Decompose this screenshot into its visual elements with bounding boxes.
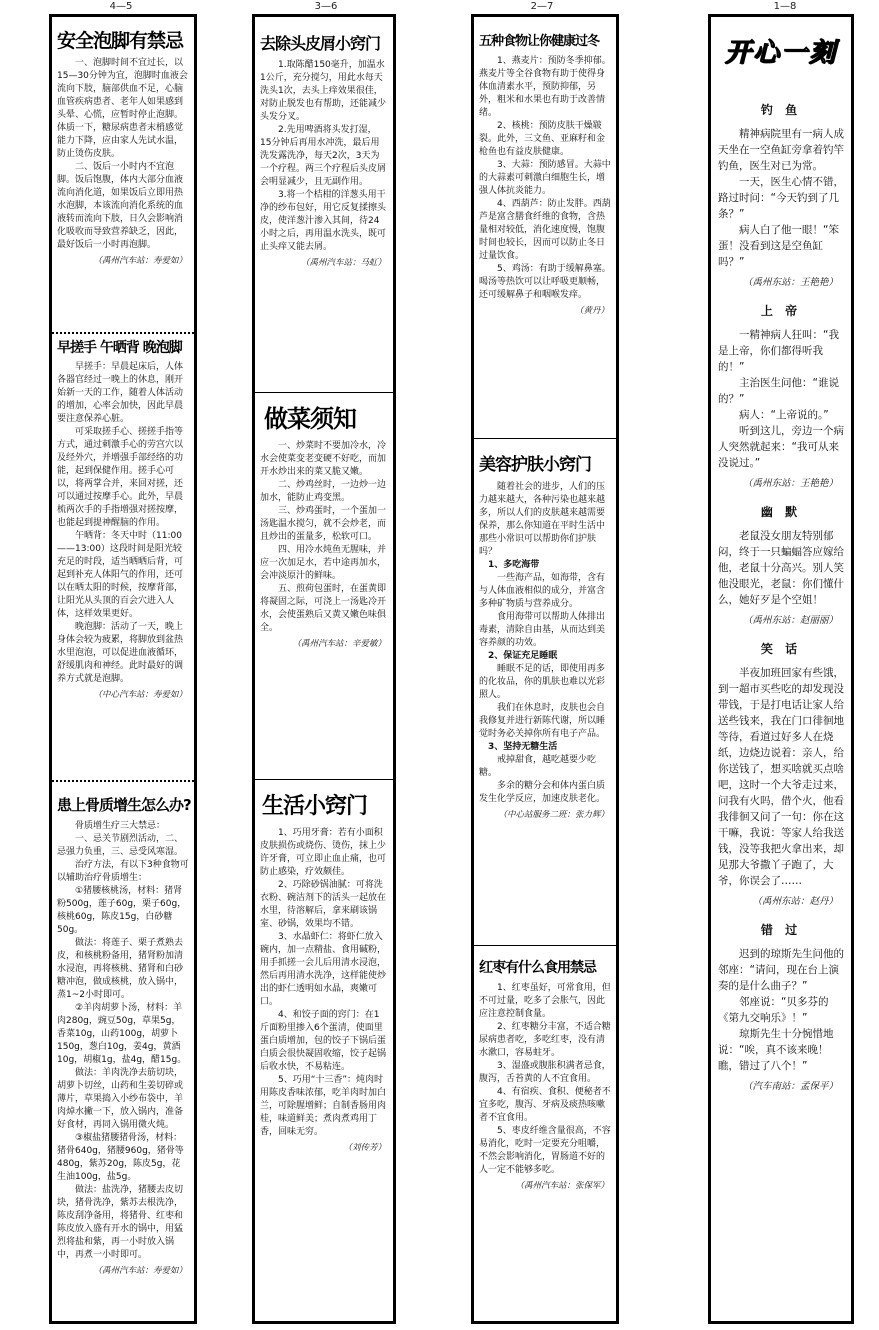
source-credit: （禹州汽车站：寿爱如） bbox=[93, 255, 187, 266]
jokes-section bbox=[711, 17, 851, 1317]
paragraph: 1、巧用牙膏：若有小面积皮肤损伤或烧伤、烫伤，抹上少许牙膏，可立即止血止痛，也可防止感染，疗效颇佳。 bbox=[260, 828, 387, 878]
joke-paragraph: 主治医生问他：“谁说的？” bbox=[718, 377, 839, 405]
paragraph: 多余的糖分会和体内蛋白质发生化学反应，加速皮肤老化。 bbox=[479, 780, 606, 804]
source-credit: （中心站服务二班：张力辉） bbox=[498, 809, 609, 820]
paragraph: 1.取陈醋150毫升，加温水1公斤，充分搅匀，用此水每天洗头1次，去头上痒效果很佳，对防止脱发也有帮助，还能减少头发分叉。 bbox=[260, 59, 387, 122]
source-credit: （禹州汽车站：张保军） bbox=[515, 1181, 609, 1192]
column-3 bbox=[471, 14, 619, 1324]
paragraph-heading: 2、保证充足睡眠 bbox=[488, 650, 558, 661]
article-title: 早搓手 午晒背 晚泡脚 bbox=[57, 340, 182, 356]
source-credit: （禹州汽车站：寿爱如） bbox=[93, 1265, 187, 1276]
joke-heading: 钓 鱼 bbox=[760, 103, 802, 117]
divider bbox=[474, 945, 616, 946]
paragraph: 早搓手：早晨起床后，人体各器官经过一晚上的休息，刚开始新一天的工作，随着人体活动的增加，心率会加快，因此早晨要注意保养心脏。 bbox=[57, 362, 184, 425]
source-credit: （禹州东站：王艳艳） bbox=[742, 478, 838, 489]
column-4 bbox=[708, 14, 854, 1324]
page-number: 1—8 bbox=[773, 1, 797, 12]
article-jujube bbox=[474, 949, 616, 1319]
article-title: 五种食物让你健康过冬 bbox=[479, 34, 600, 49]
paragraph: ①猪腰核桃汤，材料：猪肾粉500g，莲子60g，栗子60g，核桃60g，陈皮15g，白砂糖50g。 bbox=[57, 885, 187, 935]
paragraph: 晚泡脚：活动了一天，晚上身体会较为疲累，将脚放到盆热水里泡泡，可以促进血液循环，舒缓肌肉和神经。此时最好的调养方式就是泡脚。 bbox=[57, 622, 184, 685]
joke-paragraph: 半夜加班回家有些饿，到一超市买些吃的却发现没带钱，于是打电话让家人给送些钱来，我在门口徘徊地等待，看道过好多人在烧纸，边烧边说着：亲人，给你送钱了，想买啥就买点啥吧，这时一个大爷走过来，问我有火吗，借个火，他看我徘徊又问了一句：你在这干嘛，我说：等家人给我送钱，没等我把火拿出来，却见那大爷撒丫子跑了，大爷，你误会了…… bbox=[718, 667, 844, 887]
paragraph: ②羊肉胡萝卜汤，材料：羊肉280g，豌豆50g，草果5g，香菜10g，山药100g，胡萝卜150g，葱白10g，姜4g，黄酒10g，胡椒1g，盐4g，醋15g。 bbox=[57, 1002, 187, 1065]
joke-paragraph: 听到这儿，旁边一个病人突然就起来：“我可从来没说过。” bbox=[718, 425, 844, 469]
column-2 bbox=[252, 14, 396, 1324]
article-title: 生活小窍门 bbox=[262, 794, 368, 819]
article-dandruff bbox=[255, 17, 393, 389]
paragraph: 1、燕麦片：预防冬季抑郁。燕麦片等全谷食物有助于使得身体血清素水平，预防抑郁，另外，粗米和水果也有助于改善情绪。 bbox=[479, 56, 611, 119]
joke-heading: 上 帝 bbox=[760, 304, 802, 318]
paragraph: 一、忌关节剧烈活动，二、忌强力负重，三、忌受风寒湿。 bbox=[57, 833, 184, 857]
paragraph: 做法：将莲子、栗子煮熟去皮，和核桃粉备用，猪肾粉加清水浸泡，再将核桃、猪肾和白砂糖冲泡，做成核桃，放入锅中，蒸1~2小时即可。 bbox=[57, 937, 184, 1000]
divider bbox=[474, 438, 616, 439]
source-credit: （汽车南站：孟保平） bbox=[742, 1081, 838, 1092]
paragraph-heading: 3、坚持无糖生活 bbox=[488, 741, 558, 752]
paragraph: 四、用冷水炖鱼无腥味，并应一次加足水，若中途再加水，会冲淡原汁的鲜味。 bbox=[260, 545, 387, 582]
paragraph: 2、红枣糖分丰富，不适合糖尿病患者吃，多吃红枣，没有清水漱口，容易蛀牙。 bbox=[479, 1022, 611, 1059]
joke-paragraph: 迟到的琼斯先生问他的邻座：“请问，现在台上演奏的是什么曲子？” bbox=[718, 948, 844, 992]
article-foot-soak bbox=[52, 17, 194, 329]
paragraph: 3、大蒜：预防感冒。大蒜中的大蒜素可刺激白细胞生长，增强人体抗炎能力。 bbox=[479, 160, 611, 197]
joke-heading: 错 过 bbox=[760, 923, 802, 937]
article-title: 安全泡脚有禁忌 bbox=[57, 30, 184, 52]
joke-paragraph: 邻座说：“贝多芬的《第九交响乐》！” bbox=[718, 996, 829, 1024]
joke-paragraph: 一天，医生心情不错，路过时问：“今天钓到了几条？” bbox=[718, 176, 844, 220]
source-credit: （中心汽车站：寿爱如） bbox=[93, 690, 187, 701]
paragraph: 5、鸡汤：有助于缓解鼻塞。喝汤等热饮可以让呼吸更顺畅，还可缓解鼻子和咽喉发痒。 bbox=[479, 264, 611, 301]
paragraph: 5、枣皮纤维含量很高，不容易消化，吃时一定要充分咀嚼，不然会影响消化，胃肠道不好的人一定不能够多吃。 bbox=[479, 1126, 611, 1176]
paragraph: 二、炒鸡丝时，一边炒一边加水，能防止鸡变黑。 bbox=[260, 480, 387, 504]
article-morning-noon-night bbox=[52, 337, 194, 777]
source-credit: （刘传芳） bbox=[343, 1143, 386, 1154]
paragraph: 一些海产品，如海带，含有与人体血液相似的成分，并富含多种矿物质与营养成分。 bbox=[479, 572, 606, 609]
paragraph: 4、有宿疾、食积、便秘者不宜多吃，腹泻、牙病及痰热咳嗽者不宜食用。 bbox=[479, 1087, 611, 1124]
paragraph: 一、泡脚时间不宜过长，以15—30分钟为宜，泡脚时血液会流向下肢，脑部供血不足，心脑血管疾病患者、老年人如果感到头晕、心慌，应暂时停止泡脚。体质一下，糖尿病患者末梢感觉能力下降，应由家人先试水温，防止烫伤皮肤。 bbox=[57, 57, 188, 159]
page-number: 4—5 bbox=[109, 1, 133, 12]
source-credit: （禹州汽车站：辛爱敏） bbox=[292, 639, 386, 650]
paragraph: 食用海带可以帮助人体排出毒素，清除自由基，从而达到美容养颜的功效。 bbox=[479, 611, 606, 648]
paragraph: 3、水晶虾仁：将虾仁放入碗内，加一点精盐、食用碱粉，用手抓搓一会儿后用清水浸泡，然后再用清水洗净，这样能使炒出的虾仁透明如水晶，爽嫩可口。 bbox=[260, 932, 387, 1008]
paragraph: 2.先用啤酒将头发打湿，15分钟后再用水冲洗，最后用洗发露洗净，每天2次，3天为一个疗程。两三个疗程后头皮屑会明显减少，且无副作用。 bbox=[260, 124, 387, 187]
article-title: 患上骨质增生怎么办? bbox=[57, 796, 191, 814]
article-skin-care bbox=[474, 442, 616, 942]
column-1 bbox=[49, 14, 197, 1324]
joke-paragraph: 精神病院里有一病人成天坐在一空鱼缸旁拿着钓竿钓鱼，医生对已为常。 bbox=[718, 128, 844, 172]
paragraph-heading: 1、多吃海带 bbox=[488, 559, 540, 570]
source-credit: （禹州东站：王艳艳） bbox=[742, 277, 838, 288]
article-bone-spur bbox=[52, 785, 194, 1324]
divider bbox=[255, 779, 393, 780]
paragraph: 骨质增生疗三大禁忌： bbox=[75, 820, 166, 831]
page-number: 2—7 bbox=[530, 1, 554, 12]
article-title: 红枣有什么食用禁忌 bbox=[479, 960, 596, 976]
paragraph: 3、湿盛或腹胀积满者忌食，腹泻，舌苔黄的人不宜食用。 bbox=[479, 1061, 611, 1085]
paragraph: 睡眠不足的话，即使用再多的化妆品，你的肌肤也难以光彩照人。 bbox=[479, 663, 606, 700]
paragraph: 我们在休息时，皮肤也会自我修复并进行新陈代谢，所以睡觉时务必关掉你所有电子产品。 bbox=[479, 702, 606, 739]
source-credit: （禹州东站：赵丽丽） bbox=[742, 615, 838, 626]
article-life-tips bbox=[255, 783, 393, 1323]
source-credit: （禹州汽车站：马虹） bbox=[300, 257, 386, 268]
joke-heading: 幽 默 bbox=[760, 505, 802, 519]
divider bbox=[255, 392, 393, 393]
paragraph: 2、巧除砂锅油腻：可将洗衣粉、碗洁剂下的活头一起放在水里，待溶解后，拿来刷该锅室、砂锅，效果均不错。 bbox=[260, 880, 387, 930]
paragraph: 4、和饺子面的窍门：在1斤面粉里掺入6个蛋清，使面里蛋白质增加，包的饺子下锅后蛋白质会很快凝固收缩，饺子起锅后收水快，不易粘连。 bbox=[260, 1010, 387, 1073]
article-title: 做菜须知 bbox=[264, 405, 356, 433]
divider bbox=[52, 780, 194, 782]
joke-paragraph: 琼斯先生十分惋惜地说：“唉，真不该来晚！瞧，错过了八个！” bbox=[718, 1028, 834, 1072]
divider bbox=[52, 332, 194, 334]
article-title: 去除头皮屑小窍门 bbox=[260, 34, 381, 53]
paragraph: 治疗方法，有以下3种食物可以辅助治疗骨质增生： bbox=[57, 859, 189, 883]
paragraph: 1、红枣虽好，可常食用，但不可过量，吃多了会胀气，因此应注意控制食量。 bbox=[479, 983, 611, 1020]
paragraph: 做法：盐洗净，猪腰去皮切块，猪骨洗净，紫苏去根洗净，陈皮刮净备用，将猪骨、红枣和陈皮放入盛有开水的锅中，用猛烈将盐和紫，再一小时放入锅中，再煮一小时即可。 bbox=[57, 1184, 184, 1260]
paragraph: ③椒盐猪腰猪骨汤，材料：猪骨640g，猪腰960g，猪骨等480g，紫苏20g，陈皮5g，花生油100g，盐5g。 bbox=[57, 1132, 184, 1182]
paragraph: 随着社会的进步，人们的压力越来越大，各种污染也越来越多，所以人们的皮肤越来越需要保养，那么你知道在平时生活中那些小常识可以帮助你们护肤吗？ bbox=[479, 481, 606, 557]
paragraph: 5、巧用“十三香”：炖肉时用陈皮香味浓郁，吃羊肉时加白兰，可除腥增鲜；自制香肠用肉桂，味道鲜美；煮肉煮鸡用丁香，回味无穷。 bbox=[260, 1075, 387, 1138]
paragraph: 二、饭后一小时内不宜泡脚。饭后饱腹，体内大部分血液流向消化道，如果饭后立即用热水泡脚，本该流向消化系统的血液转而流向下肢，日久会影响消化吸收而导致营养缺乏，因此，最好饭后一小时再泡脚。 bbox=[57, 161, 184, 250]
paragraph: 五、煎荷包蛋时，在蛋黄即将凝固之际，可浇上一汤匙冷开水，会使蛋熟后又黄又嫩色味俱全。 bbox=[260, 584, 387, 634]
page-number: 3—6 bbox=[314, 1, 338, 12]
section-title: 开心一刻 bbox=[724, 38, 837, 68]
paragraph: 做法：羊肉洗净去筋切块，胡萝卜切丝，山药和生姜切碎或薄片，草果捣入小纱布袋中，羊肉焯水撇一下，放入锅内，准备好食材，再同入锅用微火炖。 bbox=[57, 1067, 184, 1130]
joke-paragraph: 病人白了他一眼！“笨蛋！没看到这是空鱼缸吗？” bbox=[718, 224, 839, 268]
paragraph: 一、炒菜时不要加冷水，冷水会使菜变老变硬不好吃，而加开水炒出来的菜又脆又嫩。 bbox=[260, 441, 387, 478]
source-credit: （禹州东站：赵丹） bbox=[752, 896, 838, 907]
article-cooking-tips bbox=[255, 396, 393, 776]
joke-heading: 笑 话 bbox=[760, 642, 802, 656]
article-winter-foods bbox=[474, 17, 616, 435]
paragraph: 2、核桃：预防皮肤干燥皲裂。此外，三文鱼、亚麻籽和金枪鱼也有益皮肤健康。 bbox=[479, 121, 606, 158]
joke-paragraph: 老鼠没女朋友特别郁闷，终于一只蝙蝠答应嫁给他，老鼠十分高兴。别人笑他没眼光，老鼠：你们懂什么，她好歹是个空姐！ bbox=[718, 530, 844, 606]
jokes-masthead bbox=[718, 39, 844, 83]
article-title: 美容护肤小窍门 bbox=[479, 455, 591, 475]
paragraph: 午晒背：冬天中时（11:00——13:00）这段时间是阳光较充足的时段，适当晒晒后背，可起到补充人体阳气的作用，还可以在晒太阳的时候，按摩背部，让阳光从头顶的百会穴进入人体，这样效果更好。 bbox=[57, 531, 184, 620]
joke-paragraph: 病人：“上帝说的。” bbox=[739, 409, 829, 421]
paragraph: 4、西葫芦：防止发胖。西葫芦是富含膳食纤维的食物，含热量相对较低，消化速度慢，饱腹时间也较长，因而可以防止冬日过量饮食。 bbox=[479, 199, 611, 262]
source-credit: （黄丹） bbox=[574, 306, 609, 317]
paragraph: 三、炒鸡蛋时，一个蛋加一汤匙温水搅匀，就不会炒老，而且炒出的蛋量多，松软可口。 bbox=[260, 506, 387, 543]
paragraph: 戒掉甜食，越吃越要少吃糖。 bbox=[479, 754, 597, 778]
paragraph: 3.将一个桔柑的洋葱头用干净的纱布包好，用它反复揉擦头皮，使洋葱汁渗入其间，待24小时之后，再用温水洗头，既可止头痒又能去屑。 bbox=[260, 189, 387, 252]
paragraph: 可采取搓手心、搓搓手指等方式，通过刺激手心的劳宫穴以及经外穴，并增强手部经络的功能，起到保健作用。搓手心可以，将两掌合并，来回对搓，还可以通过按摩手心。此外，早晨梳两次手的手指增强对搓按摩，也能起到提神醒脑的作用。 bbox=[57, 427, 184, 529]
joke-paragraph: 一精神病人狂叫：“我是上帝，你们都得听我的！” bbox=[718, 329, 839, 373]
